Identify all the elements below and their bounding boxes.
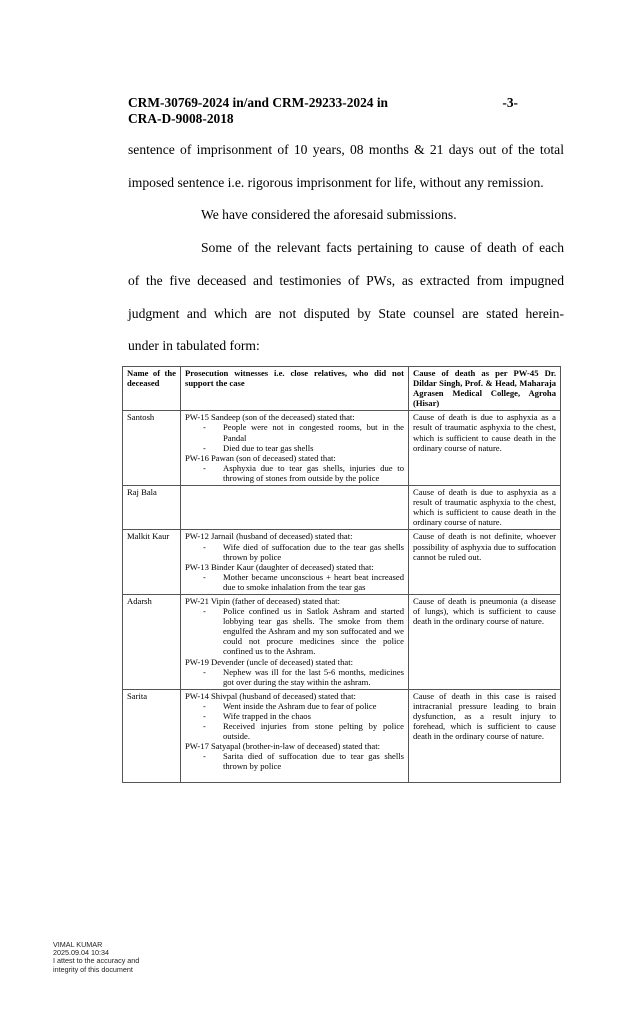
table-row xyxy=(123,689,561,782)
paragraph-line: under in tabulated form: xyxy=(128,338,260,353)
deceased-name: Sarita xyxy=(123,689,181,782)
page-number: -3- xyxy=(502,95,518,110)
list-item: - Wife trapped in the chaos xyxy=(185,711,404,721)
paragraph-line: Some of the relevant facts pertaining to cause of death of each xyxy=(201,240,564,255)
witness-statement: PW-16 Pawan (son of deceased) stated that: xyxy=(185,452,336,463)
attestation-stamp xyxy=(53,941,139,974)
table-header-row xyxy=(123,367,561,411)
case-number-line-1: CRM-30769-2024 in/and CRM-29233-2024 in xyxy=(128,95,388,110)
witness-statement: PW-12 Jarnail (husband of deceased) stated that: xyxy=(185,531,353,542)
list-item: - Wife died of suffocation due to the tear gas shells thrown by police xyxy=(185,542,404,562)
signature-datetime: 2025.09.04 10:34 xyxy=(53,948,109,958)
case-header xyxy=(128,95,518,127)
witness-statement: PW-21 Vipin (father of deceased) stated that: xyxy=(185,595,340,606)
list-item: - Mother became unconscious + heart beat increased due to smoke inhalation from the tear gas xyxy=(185,572,404,592)
cause-of-death: Cause of death is not definite, whoever possibility of asphyxia due to suffocation cannot be ruled out. xyxy=(409,530,561,595)
deceased-name: Malkit Kaur xyxy=(123,530,181,595)
list-item: - Nephew was ill for the last 5-6 months, medicines got over during the stay within the ashram. xyxy=(185,667,404,687)
paragraph-line: judgment and which are not disputed by State counsel are stated herein- xyxy=(128,306,564,321)
list-item: - Police confined us in Satlok Ashram and started lobbying tear gas shells. The smoke from them engulfed the Ashram and my son suffocated and we could not procure medicines since the police confined us to the Ashram. xyxy=(185,606,404,656)
deceased-name: Santosh xyxy=(123,411,181,486)
deceased-name: Raj Bala xyxy=(123,486,181,530)
witness-statement: PW-14 Shivpal (husband of deceased) stated that: xyxy=(185,690,356,701)
paragraph-line: imposed sentence i.e. rigorous imprisonment for life, without any remission. xyxy=(128,175,544,190)
list-item: - People were not in congested rooms, but in the Pandal xyxy=(185,422,404,442)
table-row xyxy=(123,486,561,530)
header-witnesses: Prosecution witnesses i.e. close relatives, who did not support the case xyxy=(181,367,409,411)
attestation-note: I attest to the accuracy and xyxy=(53,956,140,966)
witness-statement: PW-17 Satyapal (brother-in-law of deceased) stated that: xyxy=(185,741,381,752)
witness-statement: PW-13 Binder Kaur (daughter of deceased) stated that: xyxy=(185,561,374,572)
witness-cell xyxy=(181,486,409,530)
table-row xyxy=(123,530,561,595)
attestation-note: integrity of this document xyxy=(53,964,133,974)
header-cause: Cause of death as per PW-45 Dr. Dildar Singh, Prof. & Head, Maharaja Agrasen Medical College, Agroha (Hisar) xyxy=(409,367,561,411)
list-item: - Died due to tear gas shells xyxy=(185,443,404,453)
paragraph-line: sentence of imprisonment of 10 years, 08 months & 21 days out of the total xyxy=(128,142,564,157)
list-item: - Sarita died of suffocation due to tear gas shells thrown by police xyxy=(185,751,404,771)
witness-cell xyxy=(181,411,409,486)
cause-of-death: Cause of death is due to asphyxia as a result of traumatic asphyxia to the chest, which is sufficient to cause death in the ordinary course of nature. xyxy=(409,411,561,486)
witness-cell xyxy=(181,594,409,689)
deceased-table xyxy=(122,366,561,783)
witness-statement: PW-19 Devender (uncle of deceased) stated that: xyxy=(185,656,353,667)
list-item: - Received injuries from stone pelting by police outside. xyxy=(185,721,404,741)
list-item: - Went inside the Ashram due to fear of police xyxy=(185,701,404,711)
list-item: - Asphyxia due to tear gas shells, injuries due to throwing of stones from outside by the police xyxy=(185,463,404,483)
witness-cell xyxy=(181,530,409,595)
table-row xyxy=(123,411,561,486)
case-number-line-2: CRA-D-9008-2018 xyxy=(128,111,234,126)
witness-cell xyxy=(181,689,409,782)
header-name: Name of the deceased xyxy=(123,367,181,411)
signer-name: VIMAL KUMAR xyxy=(53,940,103,949)
witness-statement: PW-15 Sandeep (son of the deceased) stated that: xyxy=(185,412,355,423)
cause-of-death: Cause of death is pneumonia (a disease of lungs), which is sufficient to cause death in the ordinary course of nature. xyxy=(409,594,561,689)
cause-of-death: Cause of death is due to asphyxia as a result of traumatic asphyxia to the chest, which is sufficient to cause death in the ordinary course of nature. xyxy=(409,486,561,530)
cause-of-death: Cause of death in this case is raised intracranial pressure leading to brain dysfunction, as a result injury to forehead, which is sufficient to cause death in the ordinary course of nature. xyxy=(409,689,561,782)
paragraph-line: We have considered the aforesaid submissions. xyxy=(201,207,457,222)
deceased-name: Adarsh xyxy=(123,594,181,689)
paragraph-line: of the five deceased and testimonies of PWs, as extracted from impugned xyxy=(128,273,564,288)
table-row xyxy=(123,594,561,689)
